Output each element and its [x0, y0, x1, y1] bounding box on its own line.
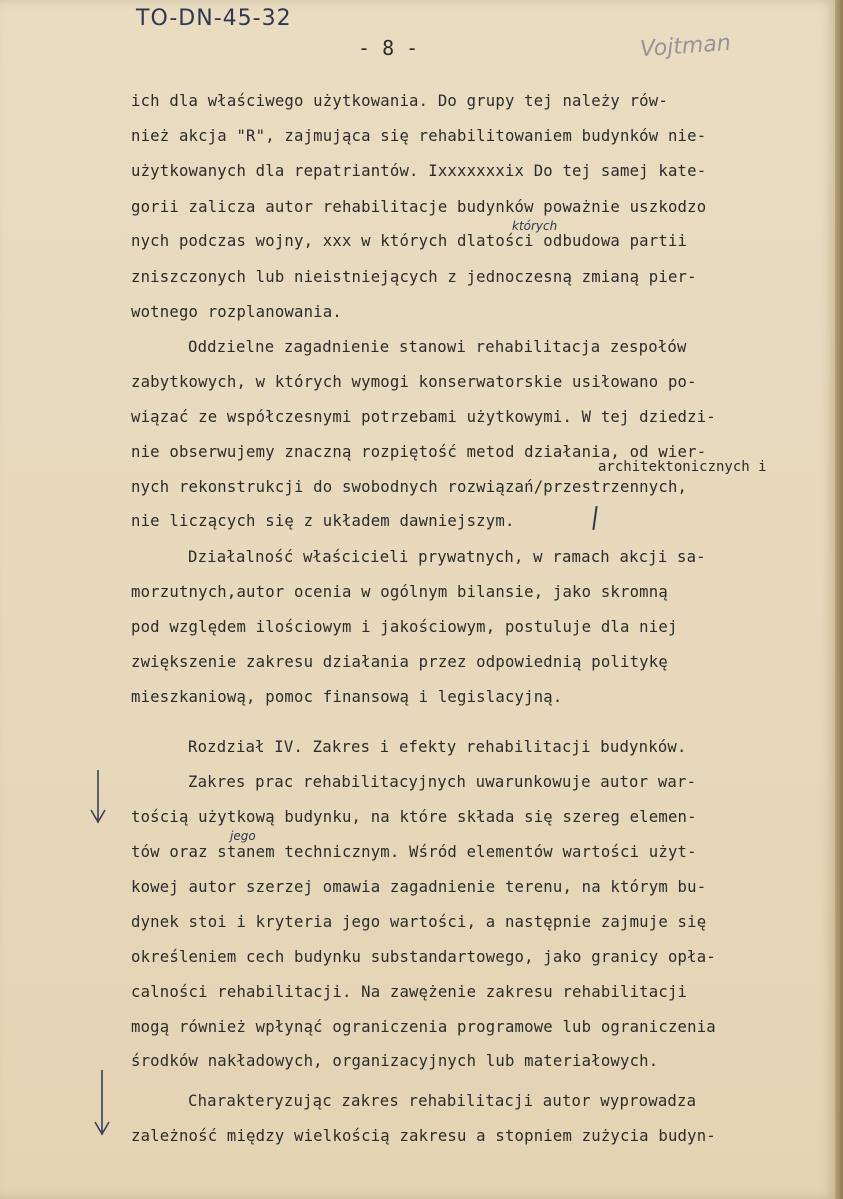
- text-line: kowej autor szerzej omawia zagadnienie terenu, na którym bu-: [131, 878, 707, 896]
- text-line: zależność między wielkością zakresu a stopniem zużycia budyn-: [131, 1127, 716, 1145]
- text-line: zwiększenie zakresu działania przez odpowiednią politykę: [131, 653, 668, 671]
- text-line: użytkowanych dla repatriantów. Ixxxxxxxix Do tej samej kate-: [131, 162, 707, 180]
- text-line: calności rehabilitacji. Na zawężenie zakresu rehabilitacji: [131, 983, 688, 1001]
- text-line: gorii zalicza autor rehabilitacje budynków poważnie uszkodzo: [131, 198, 707, 216]
- text-line: wiązać ze współczesnymi potrzebami użytkowymi. W tej dziedzi-: [131, 408, 716, 426]
- text-line: tością użytkową budynku, na które składa się szereg elemen-: [131, 808, 697, 826]
- text-line: mieszkaniową, pomoc finansową i legislacyjną.: [131, 688, 563, 706]
- text-line: Oddzielne zagadnienie stanowi rehabilitacja zespołów: [188, 338, 687, 356]
- text-line: pod względem ilościowym i jakościowym, postuluje dla niej: [131, 618, 678, 636]
- page-edge: [835, 0, 843, 1199]
- text-line: nie liczących się z układem dawniejszym.: [131, 512, 515, 530]
- text-line: określeniem cech budynku substandartowego, jako granicy opła-: [131, 948, 716, 966]
- chapter-heading: Rozdział IV. Zakres i efekty rehabilitacji budynków.: [188, 738, 687, 756]
- down-arrow-icon: [92, 1068, 112, 1140]
- text-line: morzutnych,autor ocenia w ogólnym bilansie, jako skromną: [131, 583, 668, 601]
- text-line: zniszczonych lub nieistniejących z jednoczesną zmianą pier-: [131, 268, 697, 286]
- text-line: ich dla właściwego użytkowania. Do grupy tej należy rów-: [131, 92, 668, 110]
- handwritten-signature: Vojtman: [639, 30, 732, 63]
- text-line: dynek stoi i kryteria jego wartości, a następnie zajmuje się: [131, 913, 707, 931]
- text-line: środków nakładowych, organizacyjnych lub materiałowych.: [131, 1052, 659, 1070]
- document-reference: TO-DN-45-32: [136, 6, 292, 31]
- text-line: nych rekonstrukcji do swobodnych rozwiązań/przestrzennych,: [131, 478, 688, 496]
- text-line: nie obserwujemy znaczną rozpiętość metod działania, od wier-: [131, 443, 707, 461]
- down-arrow-icon: [88, 768, 108, 828]
- page-number: - 8 -: [358, 36, 419, 60]
- inserted-annotation: architektonicznych i: [598, 459, 767, 475]
- text-line: Działalność właścicieli prywatnych, w ramach akcji sa-: [188, 548, 706, 566]
- text-line: Charakteryzując zakres rehabilitacji autor wyprowadza: [188, 1092, 697, 1110]
- text-line: nych podczas wojny, xxx w których dlatości odbudowa partii: [131, 232, 688, 250]
- text-line: zabytkowych, w których wymogi konserwatorskie usiłowano po-: [131, 373, 697, 391]
- text-line: wotnego rozplanowania.: [131, 303, 342, 321]
- handwritten-insertion: których: [512, 219, 558, 233]
- text-line: tów oraz stanem technicznym. Wśród elementów wartości użyt-: [131, 843, 697, 861]
- text-line: Zakres prac rehabilitacyjnych uwarunkowuje autor war-: [188, 773, 697, 791]
- text-line: nież akcja "R", zajmująca się rehabilitowaniem budynków nie-: [131, 127, 707, 145]
- handwritten-insertion: jego: [230, 829, 256, 843]
- text-line: mogą również wpłynąć ograniczenia programowe lub ograniczenia: [131, 1018, 716, 1036]
